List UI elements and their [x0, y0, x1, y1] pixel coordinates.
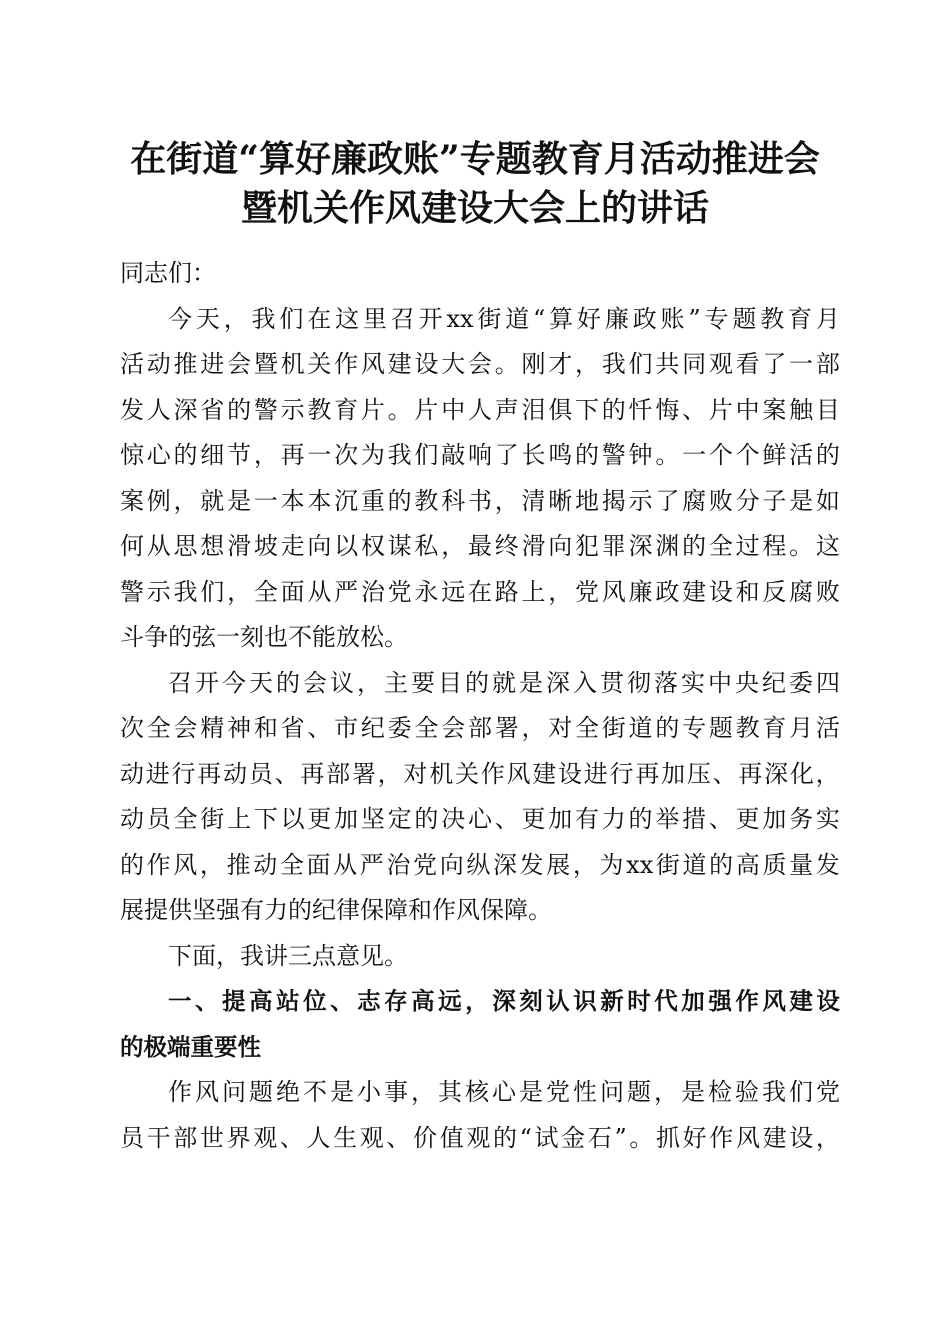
paragraph-line: 动 员 全 街 上 下 以 更 加 坚 定 的 决 心 、 更 加 有 力 的 举 措 、 更 加 务 实 — [120, 805, 840, 833]
salutation: 同志们： — [120, 259, 216, 287]
title-line-1: 在街道“算好廉政账”专题教育月活动推进会 — [130, 138, 820, 180]
paragraph-style-core — [120, 1070, 840, 1161]
paragraph-line: 惊 心 的 细 节 ， 再 一 次 为 我 们 敲 响 了 长 鸣 的 警 钟 。 一 个 个 鲜 活 的 — [120, 441, 840, 469]
paragraph-line: 今 天 ， 我 们 在 这 里 召 开 xx 街 道 “ 算 好 廉 政 账 ” 专 题 教 育 月 — [168, 304, 840, 333]
paragraph-line: 展提供坚强有力的纪律保障和作风保障。 — [120, 896, 552, 924]
paragraph-line: 何 从 思 想 滑 坡 走 向 以 权 谋 私 ， 最 终 滑 向 犯 罪 深 渊 的 全 过 程 。 这 — [120, 532, 840, 560]
paragraph-intro — [120, 297, 840, 661]
document-body — [120, 251, 840, 1161]
paragraph-line: 斗争的弦一刻也不能放松。 — [120, 623, 408, 651]
paragraph-line: 次 全 会 精 神 和 省 、 市 纪 委 全 会 部 署 ， 对 全 街 道 的 专 题 教 育 月 活 — [120, 714, 840, 742]
paragraph-line: 发 人 深 省 的 警 示 教 育 片 。 片 中 人 声 泪 俱 下 的 忏 悔 、 片 中 案 触 目 — [120, 395, 840, 424]
paragraph-line: 警 示 我 们 ， 全 面 从 严 治 党 永 远 在 路 上 ， 党 风 廉 政 建 设 和 反 腐 败 — [120, 577, 840, 606]
paragraph-line: 案 例 ， 就 是 一 本 本 沉 重 的 教 科 书 ， 清 晰 地 揭 示 了 腐 败 分 子 是 如 — [120, 486, 840, 515]
heading-line: 的极端重要性 — [120, 1032, 261, 1061]
section-heading-1 — [120, 979, 840, 1070]
paragraph-line: 召 开 今 天 的 会 议 ， 主 要 目 的 就 是 深 入 贯 彻 落 实 中 央 纪 委 四 — [168, 668, 840, 697]
paragraph-line: 作 风 问 题 绝 不 是 小 事 ， 其 核 心 是 党 性 问 题 ， 是 检 验 我 们 党 — [168, 1078, 840, 1106]
document-title — [100, 135, 850, 233]
paragraph-purpose — [120, 661, 840, 934]
paragraph-line: 下面，我讲三点意见。 — [168, 941, 408, 970]
paragraph-line: 活 动 推 进 会 暨 机 关 作 风 建 设 大 会 。 刚 才 ， 我 们 共 同 观 看 了 一 部 — [120, 350, 840, 378]
paragraph-outline — [120, 934, 840, 980]
paragraph-line: 动 进 行 再 动 员 、 再 部 署 ， 对 机 关 作 风 建 设 进 行 再 加 压 、 再 深 化 ， — [120, 759, 840, 788]
heading-line: 一 、 提 高 站 位 、 志 存 高 远 ， 深 刻 认 识 新 时 代 加 强 作 风 建 设 — [168, 987, 840, 1015]
title-line-2: 暨机关作风建设大会上的讲话 — [240, 187, 709, 229]
paragraph-line: 员 干 部 世 界 观 、 人 生 观 、 价 值 观 的 “ 试 金 石 ” 。 抓 好 作 风 建 设 ， — [120, 1123, 840, 1152]
paragraph-line: 的 作 风 ， 推 动 全 面 从 严 治 党 向 纵 深 发 展 ， 为 xx 街 道 的 高 质 量 发 — [120, 850, 840, 879]
